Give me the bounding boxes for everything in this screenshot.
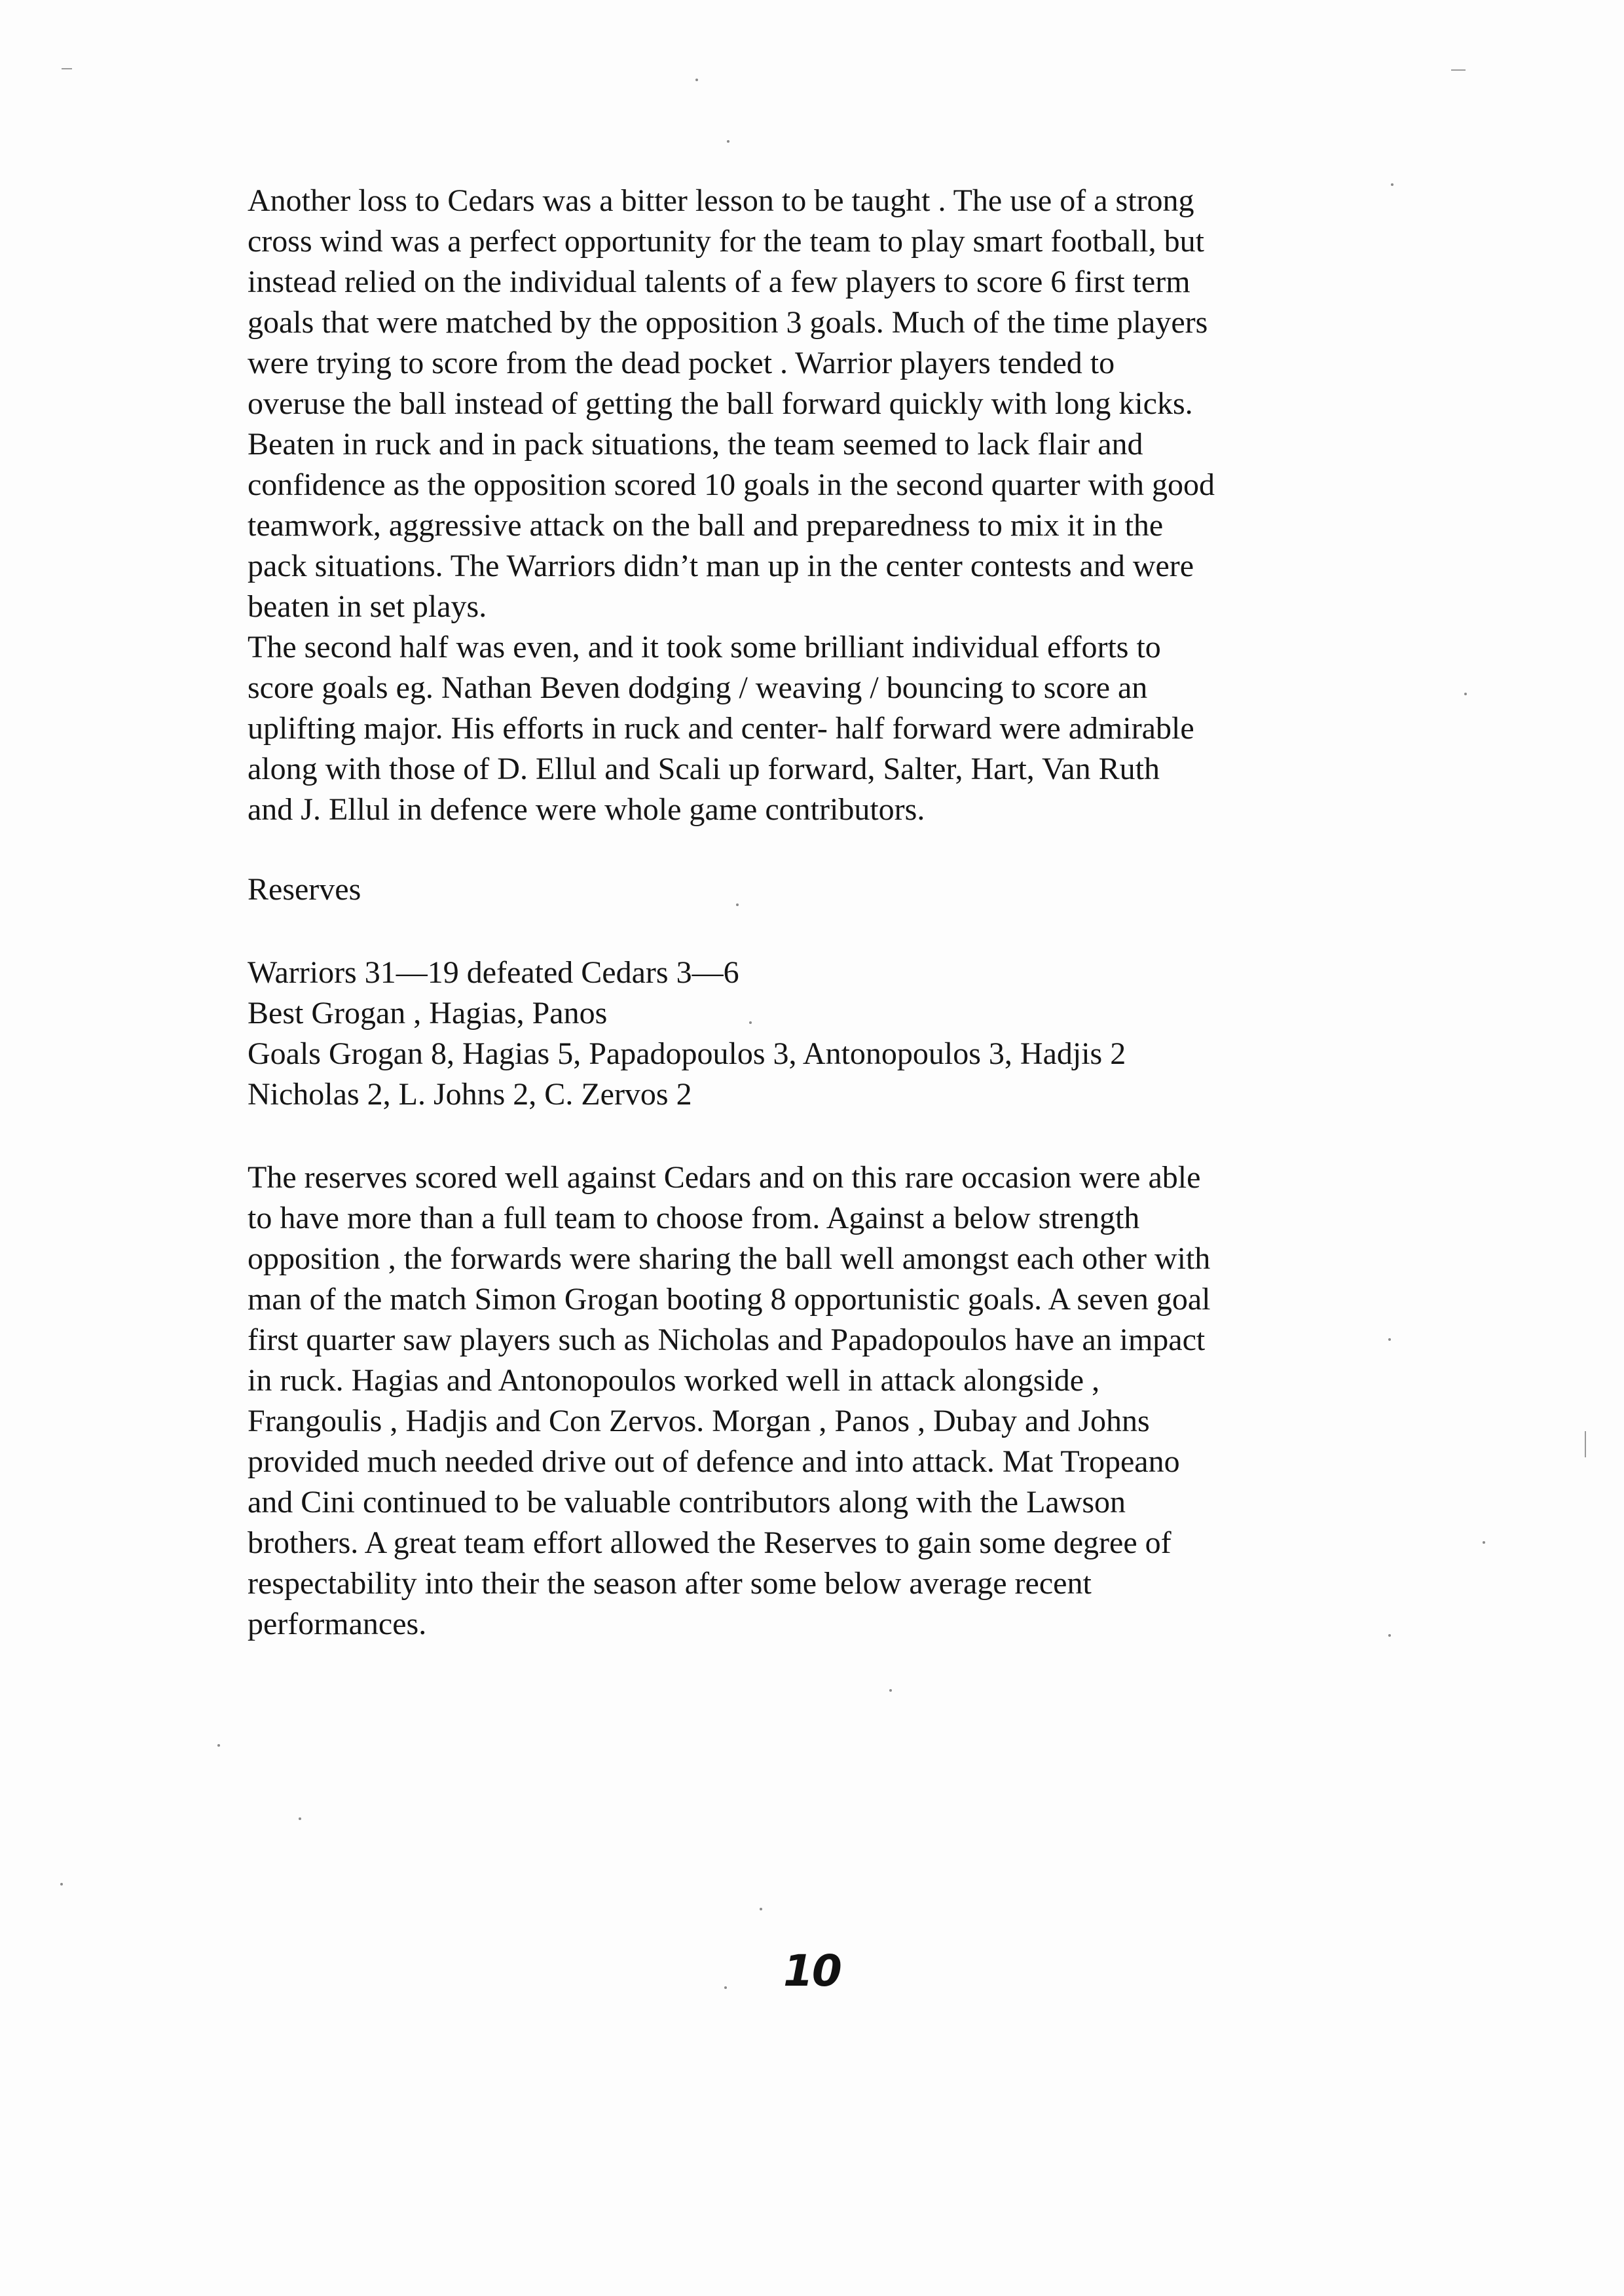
report-line: and J. Ellul in defence were whole game contributors. xyxy=(248,792,925,827)
report-line: respectability into their the season after some below average recent xyxy=(248,1566,1092,1601)
report-line: confidence as the opposition scored 10 goals in the second quarter with good xyxy=(248,467,1215,502)
report-line: teamwork, aggressive attack on the ball and preparedness to mix it in the xyxy=(248,508,1164,543)
page-number: 10 xyxy=(783,1946,841,1996)
report-line: were trying to score from the dead pocket . Warrior players tended to xyxy=(248,346,1115,380)
report-line: score goals eg. Nathan Beven dodging / weaving / bouncing to score an xyxy=(248,670,1148,705)
report-line: opposition , the forwards were sharing the ball well amongst each other with xyxy=(248,1241,1211,1276)
reserves-score-summary xyxy=(248,953,1348,1115)
goal-kickers-line: Nicholas 2, L. Johns 2, C. Zervos 2 xyxy=(248,1077,692,1112)
scan-speck xyxy=(889,1689,892,1692)
scan-speck xyxy=(1388,1338,1391,1341)
report-line: Another loss to Cedars was a bitter lesson to be taught . The use of a strong xyxy=(248,183,1194,218)
report-line: performances. xyxy=(248,1607,427,1641)
best-players-line: Best Grogan , Hagias, Panos xyxy=(248,996,608,1030)
report-line: along with those of D. Ellul and Scali up forward, Salter, Hart, Van Ruth xyxy=(248,752,1160,786)
scan-speck xyxy=(760,1908,762,1910)
report-line: Beaten in ruck and in pack situations, the team seemed to lack flair and xyxy=(248,427,1143,462)
scan-mark xyxy=(1451,69,1466,71)
score-line: Warriors 31—19 defeated Cedars 3—6 xyxy=(248,955,739,990)
scan-speck xyxy=(1464,693,1467,695)
reserves-match-report xyxy=(248,1157,1348,1645)
report-line: cross wind was a perfect opportunity for the team to play smart football, but xyxy=(248,224,1204,259)
report-line: The reserves scored well against Cedars and on this rare occasion were able xyxy=(248,1160,1201,1195)
scan-speck xyxy=(217,1744,220,1747)
scan-speck xyxy=(749,1021,752,1024)
scan-speck xyxy=(727,140,729,143)
report-line: provided much needed drive out of defence and into attack. Mat Tropeano xyxy=(248,1444,1180,1479)
scan-speck xyxy=(299,1817,301,1820)
report-line: brothers. A great team effort allowed the Reserves to gain some degree of xyxy=(248,1525,1172,1560)
report-line: overuse the ball instead of getting the ball forward quickly with long kicks. xyxy=(248,386,1193,421)
report-line: goals that were matched by the opposition 3 goals. Much of the time players xyxy=(248,305,1208,340)
scan-speck xyxy=(60,1883,63,1886)
scan-speck xyxy=(1388,1634,1391,1637)
reserves-heading xyxy=(248,869,1348,910)
report-line: beaten in set plays. xyxy=(248,589,487,624)
report-line: pack situations. The Warriors didn’t man up in the center contests and were xyxy=(248,549,1194,583)
scan-speck xyxy=(736,903,739,906)
report-line: Frangoulis , Hadjis and Con Zervos. Morgan , Panos , Dubay and Johns xyxy=(248,1404,1150,1438)
scan-speck xyxy=(1483,1541,1485,1544)
report-line: in ruck. Hagias and Antonopoulos worked well in attack alongside , xyxy=(248,1363,1100,1398)
report-line: man of the match Simon Grogan booting 8 opportunistic goals. A seven goal xyxy=(248,1282,1211,1317)
section-heading: Reserves xyxy=(248,872,361,907)
goal-kickers-line: Goals Grogan 8, Hagias 5, Papadopoulos 3, Antonopoulos 3, Hadjis 2 xyxy=(248,1036,1126,1071)
report-line: to have more than a full team to choose from. Against a below strength xyxy=(248,1201,1140,1235)
report-line: first quarter saw players such as Nicholas and Papadopoulos have an impact xyxy=(248,1322,1206,1357)
report-line: instead relied on the individual talents of a few players to score 6 first term xyxy=(248,264,1190,299)
scan-speck xyxy=(1391,183,1393,186)
scan-speck xyxy=(695,79,698,81)
report-line: The second half was even, and it took some brilliant individual efforts to xyxy=(248,630,1161,665)
match-report-cedars xyxy=(248,181,1348,830)
report-line: uplifting major. His efforts in ruck and center- half forward were admirable xyxy=(248,711,1194,746)
scan-mark xyxy=(62,68,72,69)
scan-speck xyxy=(724,1986,727,1989)
scan-mark xyxy=(1585,1431,1586,1457)
report-line: and Cini continued to be valuable contributors along with the Lawson xyxy=(248,1485,1126,1520)
